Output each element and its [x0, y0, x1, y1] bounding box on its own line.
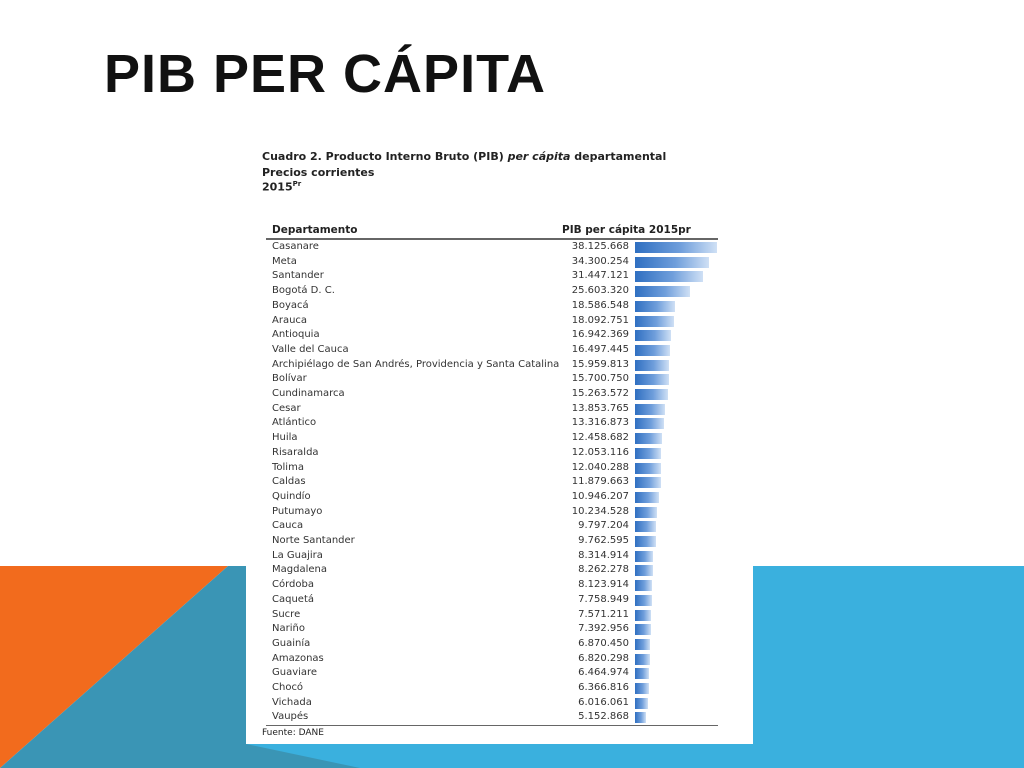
pib-value: 34.300.254 — [571, 255, 629, 267]
table-row — [246, 534, 753, 549]
pib-value: 10.234.528 — [571, 505, 629, 517]
table-row — [246, 387, 753, 402]
data-bar — [635, 330, 671, 341]
data-bar — [635, 374, 669, 385]
department-name: Casanare — [272, 241, 319, 252]
table-row — [246, 666, 753, 681]
pib-value: 5.152.868 — [578, 711, 629, 723]
table-row — [246, 284, 753, 299]
department-name: Guaviare — [272, 667, 318, 679]
department-name: Antioquia — [272, 329, 320, 341]
data-bar — [635, 257, 709, 268]
table-row — [246, 652, 753, 667]
data-bar — [635, 492, 659, 503]
table-row — [246, 372, 753, 387]
pib-value: 12.040.288 — [571, 461, 629, 473]
department-name: Cesar — [272, 402, 301, 414]
data-bar — [635, 580, 652, 591]
table-row — [246, 343, 753, 358]
data-bar — [635, 683, 649, 694]
data-bar — [635, 507, 657, 518]
table-row — [246, 255, 753, 270]
data-bar — [635, 698, 648, 709]
data-bar — [635, 433, 662, 444]
table-row — [246, 549, 753, 564]
department-name: Archipiélago de San Andrés, Providencia y Santa Catalina — [272, 358, 560, 370]
pib-value: 13.853.765 — [571, 402, 629, 414]
department-name: Vichada — [272, 696, 312, 708]
header-department: Departamento — [272, 224, 358, 236]
department-name: Chocó — [272, 682, 304, 693]
data-bar — [635, 712, 646, 723]
table-caption-line3: $2015^{Pr}$ — [262, 180, 302, 194]
table-row — [246, 314, 753, 329]
table-caption-line1: Cuadro 2. Producto Interno Bruto (PIB) per cápita departamental — [262, 150, 667, 163]
pib-value: 18.586.548 — [571, 299, 629, 311]
data-bar — [635, 404, 665, 415]
pib-value: 7.571.211 — [578, 608, 629, 620]
pib-value: 6.870.450 — [578, 637, 629, 649]
department-name: Sucre — [272, 608, 301, 620]
table-row — [246, 696, 753, 711]
pib-value: 7.758.949 — [578, 593, 629, 605]
data-bar — [635, 286, 690, 297]
data-bar — [635, 360, 669, 371]
data-bar — [635, 271, 703, 282]
table-row — [246, 637, 753, 652]
department-name: Valle del Cauca — [272, 343, 349, 355]
pib-value: 12.458.682 — [571, 432, 629, 444]
data-bar — [635, 345, 670, 356]
data-bar — [635, 242, 717, 253]
pib-value: 15.263.572 — [571, 388, 629, 399]
table-image — [246, 136, 753, 744]
table-row — [246, 328, 753, 343]
slide-title: PIB PER CÁPITA — [104, 44, 547, 104]
table-row — [246, 608, 753, 623]
department-name: Córdoba — [272, 579, 314, 591]
department-name: Cundinamarca — [272, 388, 345, 399]
department-name: Tolima — [272, 461, 304, 473]
data-bar — [635, 610, 651, 621]
data-bar — [635, 639, 650, 650]
table-row — [246, 710, 753, 725]
department-name: Quindío — [272, 490, 311, 502]
pib-value: 31.447.121 — [571, 270, 629, 282]
data-bar — [635, 316, 674, 327]
data-bar — [635, 595, 652, 606]
table-row — [246, 299, 753, 314]
department-name: Putumayo — [272, 505, 323, 517]
department-name: Nariño — [272, 623, 305, 635]
department-name: Huila — [272, 432, 298, 444]
table-row — [246, 269, 753, 284]
department-name: Guainía — [272, 637, 311, 649]
table-row — [246, 475, 753, 490]
table-caption-line2: Precios corrientes — [262, 166, 375, 179]
pib-value: 15.959.813 — [571, 358, 629, 370]
department-name: Magdalena — [272, 564, 327, 576]
table-row — [246, 681, 753, 696]
department-name: La Guajira — [272, 549, 323, 561]
pib-value: 13.316.873 — [571, 417, 629, 429]
table-row — [246, 578, 753, 593]
pib-value: 11.879.663 — [571, 476, 629, 488]
pib-value: 9.797.204 — [578, 520, 629, 532]
pib-value: 9.762.595 — [578, 535, 629, 546]
data-bar — [635, 448, 661, 459]
pib-value: 16.942.369 — [571, 329, 629, 341]
table-row — [246, 505, 753, 520]
table-row — [246, 416, 753, 431]
department-name: Atlántico — [272, 417, 317, 429]
data-bar — [635, 668, 649, 679]
table-row — [246, 431, 753, 446]
data-bar — [635, 301, 675, 312]
pib-value: 16.497.445 — [571, 343, 629, 355]
pib-value: 8.314.914 — [578, 549, 629, 561]
department-name: Caldas — [272, 476, 306, 488]
pib-value: 38.125.668 — [571, 241, 629, 252]
department-name: Santander — [272, 270, 324, 282]
department-name: Amazonas — [272, 652, 324, 664]
department-name: Caquetá — [272, 593, 314, 605]
data-bar — [635, 536, 656, 547]
bottom-rule — [266, 725, 718, 726]
department-name: Bolívar — [272, 373, 307, 385]
pib-value: 6.820.298 — [578, 652, 629, 664]
table-row — [246, 402, 753, 417]
table-row — [246, 490, 753, 505]
data-bar — [635, 418, 664, 429]
table-row — [246, 461, 753, 476]
header-value: PIB per cápita 2015pr — [562, 224, 691, 236]
data-bar — [635, 463, 661, 474]
blue-band-right — [753, 566, 1024, 768]
pib-value: 18.092.751 — [571, 314, 629, 326]
data-bar — [635, 565, 653, 576]
table-source: Fuente: DANE — [262, 728, 324, 738]
table-row — [246, 593, 753, 608]
data-bar — [635, 477, 661, 488]
department-name: Vaupés — [272, 711, 309, 723]
department-name: Arauca — [272, 314, 308, 326]
pib-value: 6.464.974 — [578, 667, 629, 679]
department-name: Norte Santander — [272, 535, 355, 546]
department-name: Bogotá D. C. — [272, 285, 335, 297]
pib-value: 12.053.116 — [571, 446, 629, 458]
data-bar — [635, 624, 651, 635]
pib-value: 25.603.320 — [571, 285, 629, 297]
table-row — [246, 446, 753, 461]
table-row — [246, 358, 753, 373]
data-bar — [635, 521, 656, 532]
table-row — [246, 240, 753, 255]
table-row — [246, 519, 753, 534]
department-name: Cauca — [272, 520, 304, 532]
pib-value: 8.262.278 — [578, 564, 629, 576]
department-name: Risaralda — [272, 446, 319, 458]
department-name: Boyacá — [272, 299, 309, 311]
pib-value: 6.366.816 — [578, 682, 629, 693]
pib-value: 8.123.914 — [578, 579, 629, 591]
department-name: Meta — [272, 255, 297, 267]
data-bar — [635, 389, 668, 400]
pib-value: 6.016.061 — [578, 696, 629, 708]
data-bar — [635, 654, 650, 665]
pib-value: 10.946.207 — [571, 490, 629, 502]
data-bar — [635, 551, 653, 562]
pib-value: 7.392.956 — [578, 623, 629, 635]
pib-value: 15.700.750 — [571, 373, 629, 385]
table-row — [246, 622, 753, 637]
table-row — [246, 563, 753, 578]
